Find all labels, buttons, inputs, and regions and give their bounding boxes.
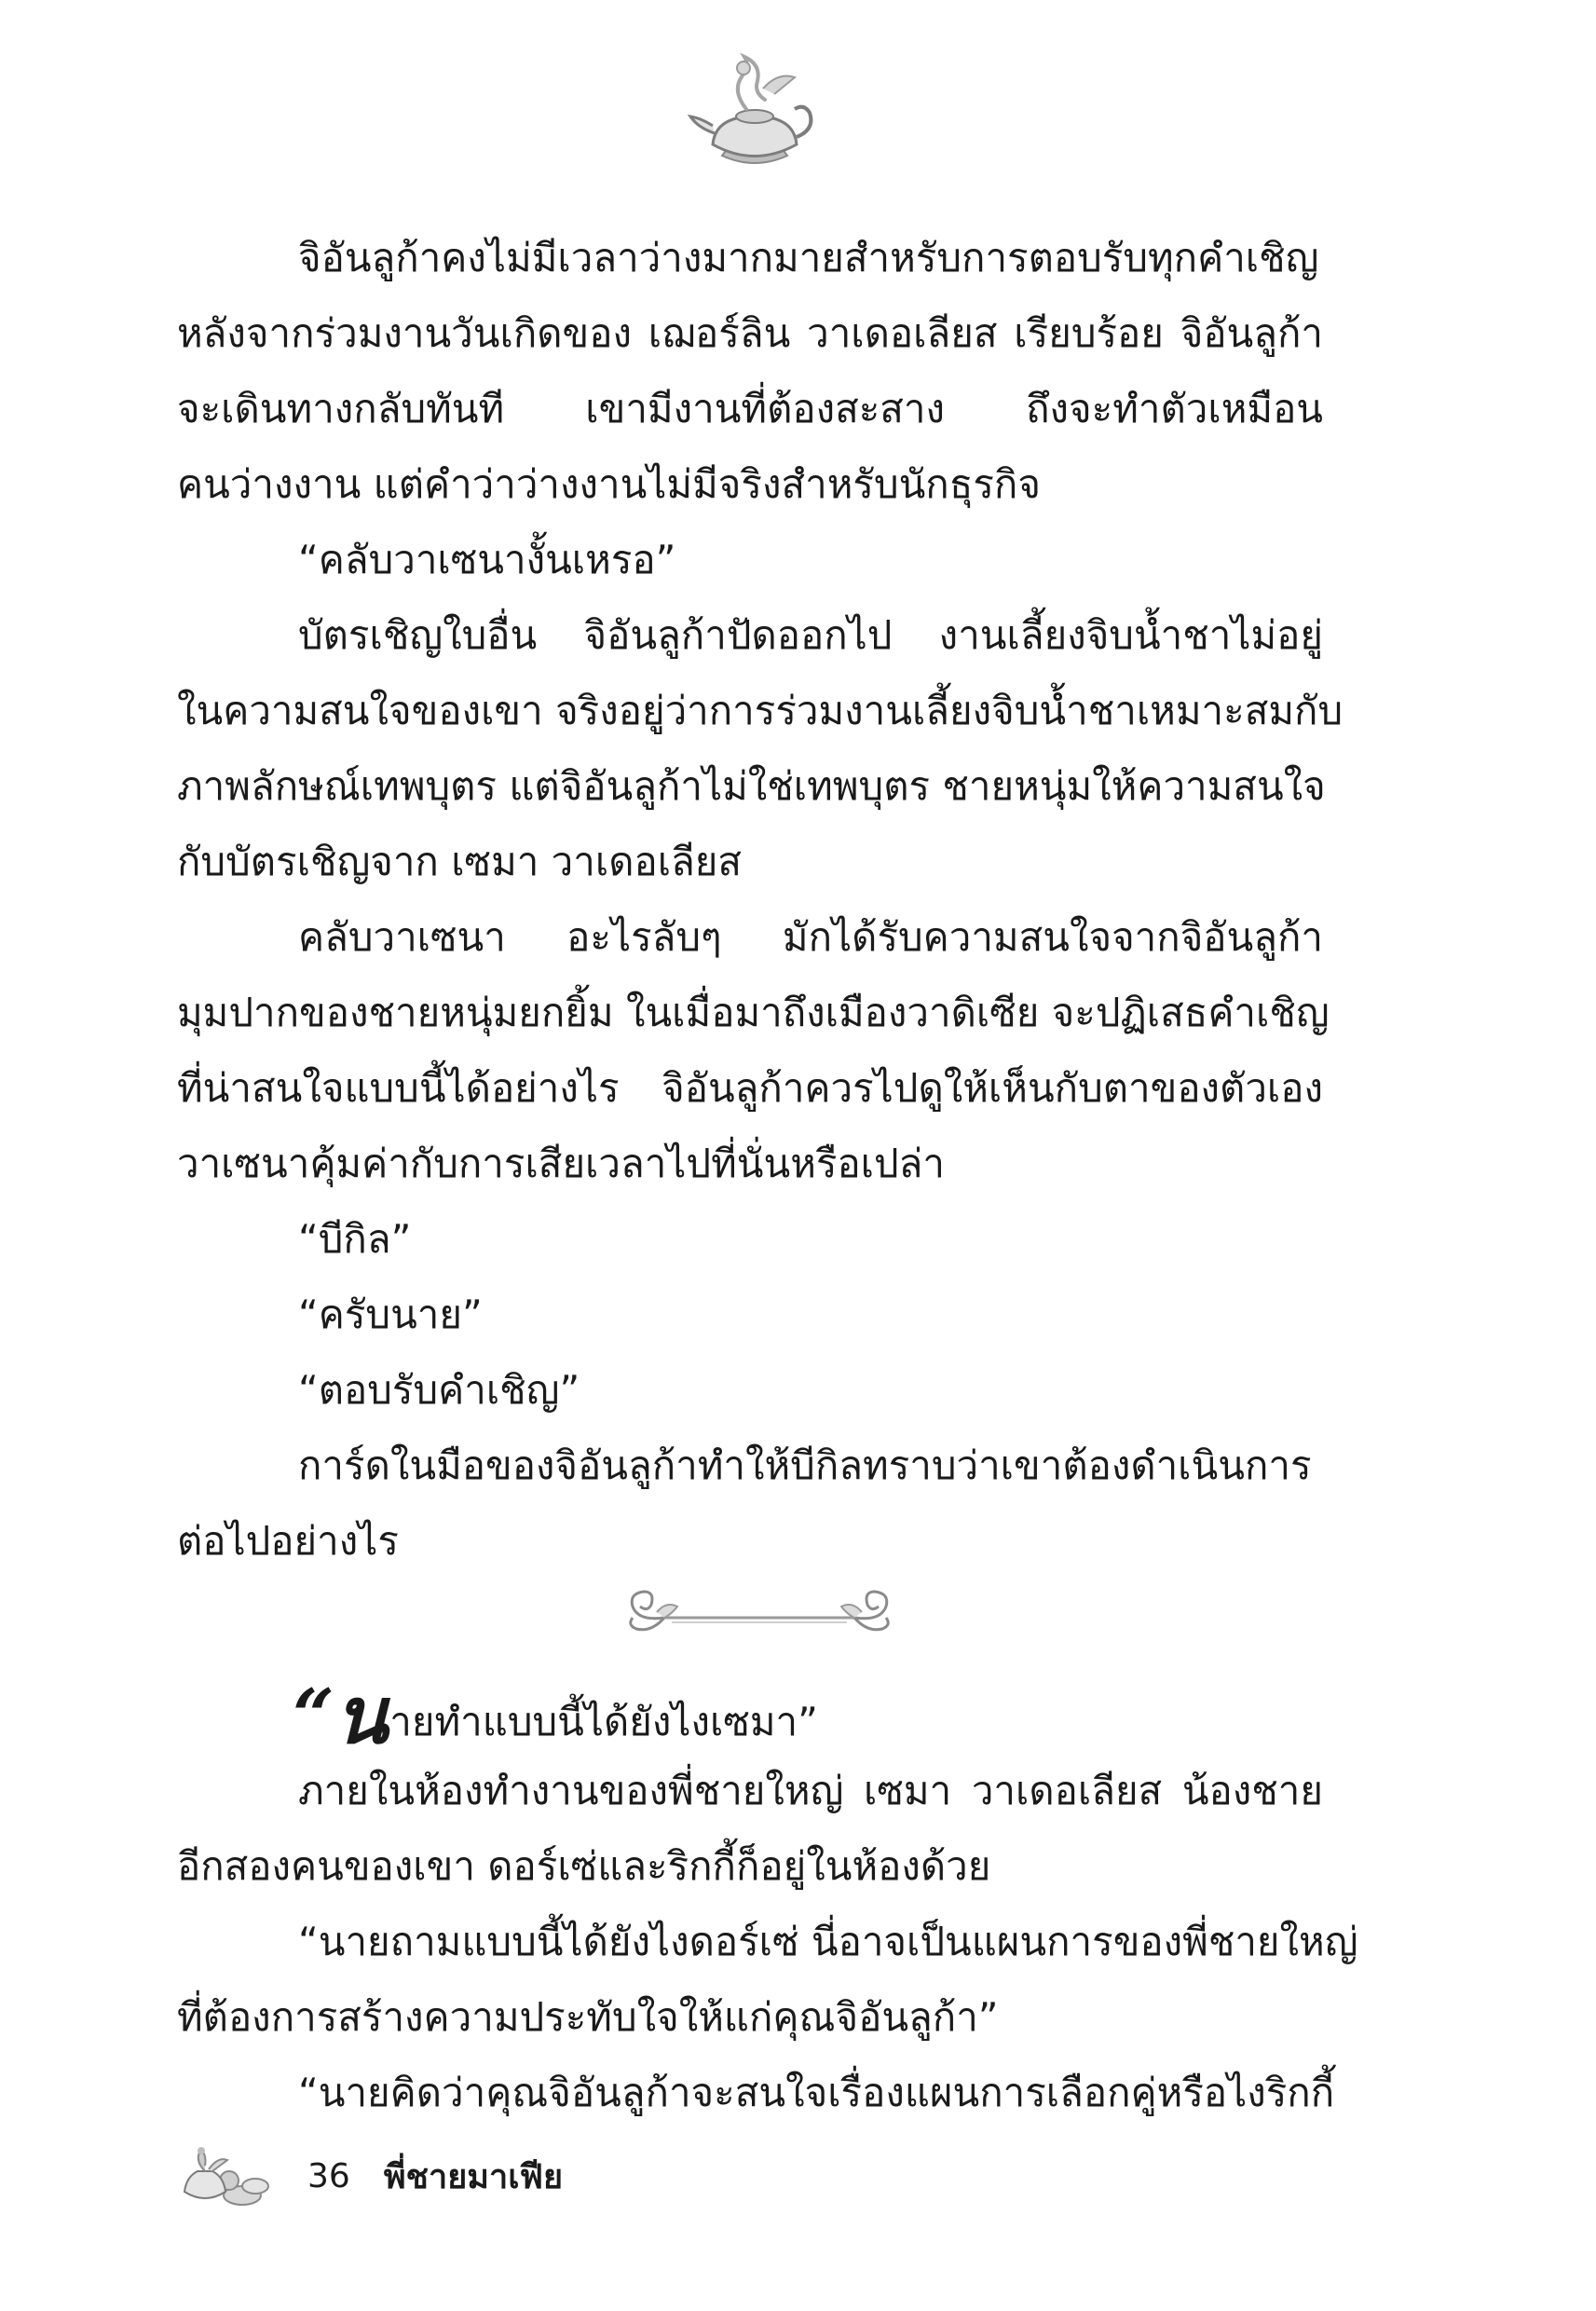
drop-cap-letter: น: [334, 1669, 389, 1761]
dialogue-line: “บีกิล”: [298, 1216, 412, 1262]
paragraph-line: กับบัตรเชิญจาก เซมา วาเดอเลียส: [177, 839, 743, 884]
opening-quote: “: [293, 1674, 334, 1758]
paragraph-line: จะเดินทางกลับทันที เขามีงานที่ต้องสะสาง ถึงจะทำตัวเหมือน: [177, 386, 1323, 431]
paragraph-line: คนว่างงาน แต่คำว่าว่างงานไม่มีจริงสำหรับนักธุรกิจ: [177, 461, 1041, 507]
paragraph-line: “นายถามแบบนี้ได้ยังไงดอร์เซ่ นี่อาจเป็นแผนการของพี่ชายใหญ่: [298, 1919, 1358, 1964]
paragraph-line: ที่น่าสนใจแบบนี้ได้อย่างไร จิอันลูก้าควรไปดูให้เห็นกับตาของตัวเอง: [177, 1065, 1323, 1111]
page-footer: [177, 2143, 563, 2208]
paragraph-line: ที่ต้องการสร้างความประทับใจให้แก่คุณจิอันลูก้า”: [177, 1994, 999, 2040]
scroll-flourish-divider: [620, 1584, 899, 1640]
dialogue-line: “ตอบรับคำเชิญ”: [298, 1367, 580, 1413]
paragraph-line: มุมปากของชายหนุ่มยกยิ้ม ในเมื่อมาถึงเมืองวาดิเซีย จะปฏิเสธคำเชิญ: [177, 990, 1330, 1035]
paragraph-line: หลังจากร่วมงานวันเกิดของ เฌอร์ลิน วาเดอเลียส เรียบร้อย จิอันลูก้า: [177, 310, 1323, 356]
paragraph-line: คลับวาเซนา อะไรลับๆ มักได้รับความสนใจจากจิอันลูก้า: [298, 914, 1323, 960]
paragraph-line: ต่อไปอย่างไร: [177, 1518, 399, 1564]
paragraph-line: ภายในห้องทำงานของพี่ชายใหญ่ เซมา วาเดอเลียส น้องชาย: [298, 1768, 1323, 1813]
paragraph-line: อีกสองคนของเขา ดอร์เซ่และริกกี้ก็อยู่ในห้องด้วย: [177, 1843, 991, 1889]
paragraph-line: ในความสนใจของเขา จริงอยู่ว่าการร่วมงานเลี้ยงจิบน้ำชาเหมาะสมกับ: [177, 688, 1344, 733]
paragraph-line: “นายคิดว่าคุณจิอันลูก้าจะสนใจเรื่องแผนการเลือกคู่หรือไงริกกี้: [298, 2070, 1335, 2115]
dialogue-line: “ครับนาย”: [298, 1292, 483, 1337]
paragraph-line: จิอันลูก้าคงไม่มีเวลาว่างมากมายสำหรับการตอบรับทุกคำเชิญ: [298, 235, 1319, 280]
dialogue-line: “คลับวาเซนางั้นเหรอ”: [298, 537, 676, 582]
paragraph-line: การ์ดในมือของจิอันลูก้าทำให้บีกิลทราบว่าเขาต้องดำเนินการ: [298, 1443, 1312, 1488]
paragraph-line: วาเซนาคุ้มค่ากับการเสียเวลาไปที่นั่นหรือเปล่า: [177, 1141, 946, 1186]
page-number: 36: [307, 2156, 350, 2195]
book-title: พี่ชายมาเฟีย: [383, 2157, 564, 2196]
chapter-body: [177, 220, 1344, 1579]
scene-two-body: [177, 1669, 1358, 2130]
genie-lamp-icon: [685, 51, 825, 172]
lamp-coins-icon: [177, 2143, 270, 2208]
opening-line-text: ายทำแบบนี้ได้ยังไงเซมา”: [389, 1699, 818, 1744]
paragraph-line: บัตรเชิญใบอื่น จิอันลูก้าปัดออกไป งานเลี้ยงจิบน้ำชาไม่อยู่: [298, 612, 1323, 658]
scene-opening-line: [177, 1669, 1323, 1761]
paragraph-line: ภาพลักษณ์เทพบุตร แต่จิอันลูก้าไม่ใช่เทพบุตร ชายหนุ่มให้ความสนใจ: [177, 763, 1326, 809]
